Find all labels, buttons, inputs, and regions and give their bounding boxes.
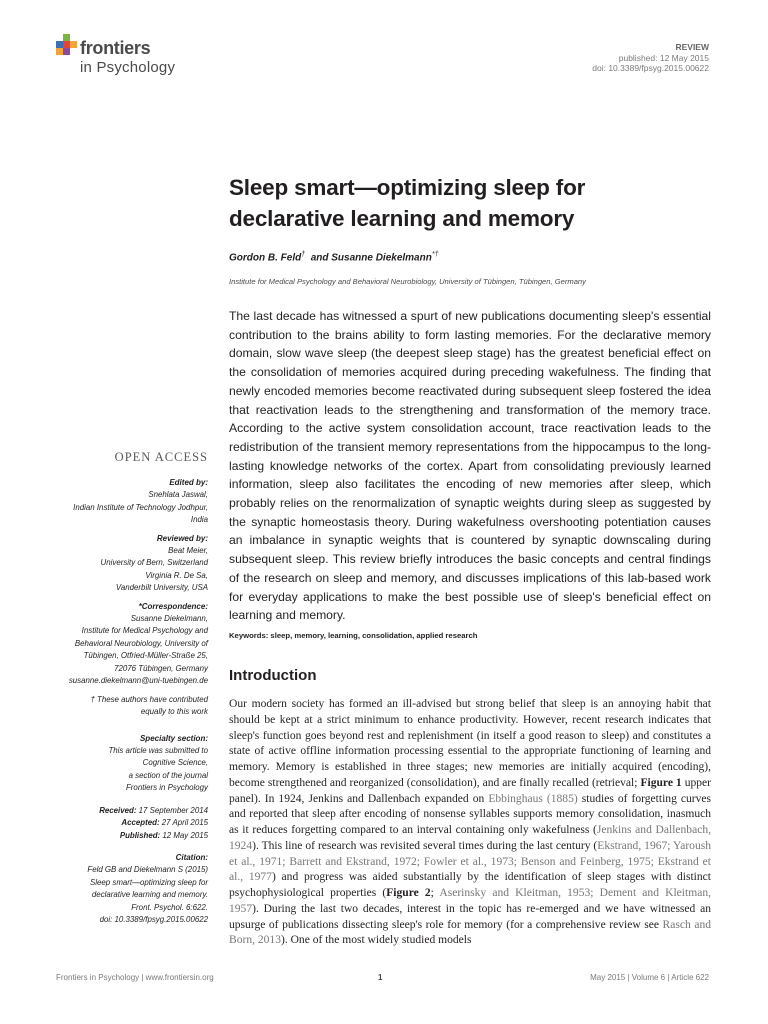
correspondence-email-link[interactable]: susanne.diekelmann@uni-tuebingen.de bbox=[68, 676, 208, 685]
body-text-segment: upper panel). In 1924, Jenkins and Dallenbach expanded on bbox=[229, 776, 711, 805]
body-text-segment: ). One of the most widely studied models bbox=[280, 934, 472, 947]
citation-link[interactable]: Aserinsky and Kleitman, 1953; Dement and Kleitman, 1957 bbox=[229, 887, 711, 915]
figure-reference-link[interactable]: Figure 2 bbox=[386, 887, 431, 899]
citation-doi-link[interactable]: doi: 10.3389/fpsyg.2015.00622 bbox=[99, 915, 208, 924]
correspondence-line: Institute for Medical Psychology and bbox=[81, 626, 208, 635]
citation-line: declarative learning and memory. bbox=[91, 890, 208, 899]
citation-line: Sleep smart—optimizing sleep for bbox=[90, 877, 208, 887]
specialty-line: Cognitive Science, bbox=[142, 758, 208, 767]
editor-line: India bbox=[190, 515, 208, 524]
article-meta-header bbox=[449, 42, 709, 74]
contribution-note-line: † These authors have contributed bbox=[90, 694, 208, 704]
body-text-segment: ) and progress was aided substantially by the identification of sleep stages with distinct psychophysiological properties ( bbox=[229, 871, 711, 899]
correspondence-line: Susanne Diekelmann, bbox=[130, 613, 208, 623]
body-text-segment: studies of forgetting curves and reported that sleep after encoding of nonsense syllables supports memory consolidation, inasmuch as it reduces forgetting compared to an interval containing only wakefulness ( bbox=[229, 792, 712, 836]
reviewer-line: University of Bern, Switzerland bbox=[100, 558, 208, 567]
reviewed-by-label: Reviewed by: bbox=[156, 533, 208, 543]
sidebar-info bbox=[40, 477, 208, 927]
frontiers-logo-icon bbox=[56, 34, 78, 62]
citation-line: Feld GB and Diekelmann S (2015) bbox=[87, 865, 208, 874]
editor-line: Indian Institute of Technology Jodhpur, bbox=[73, 502, 208, 512]
body-text-segment: ). During the last two decades, interest in the topic has re-emerged and we have witnessed an upsurge of publications dissecting sleep's role for memory (for a comprehensive review see bbox=[229, 902, 711, 931]
title-line: Sleep smart—optimizing sleep for bbox=[229, 175, 586, 200]
accepted-value: 27 April 2015 bbox=[161, 818, 208, 827]
accepted-label: Accepted: bbox=[121, 818, 160, 827]
figure-reference-link[interactable]: Figure 1 bbox=[640, 776, 682, 789]
logo-word-frontiers: frontiers bbox=[80, 38, 151, 58]
title-line: declarative learning and memory bbox=[229, 206, 575, 231]
editor-line: Snehlata Jaswal, bbox=[148, 490, 208, 499]
edited-by-label: Edited by: bbox=[169, 478, 208, 487]
contribution-note-line: equally to this work bbox=[140, 707, 208, 716]
body-text-segment: Our modern society has formed an ill-advised but strong belief that sleep is an annoying habit that should be kept at a strict minimum to enhance productivity. However, recent research indicates that sleep's function goes beyond rest and replenishment (in itself a good reason to sleep) and constitutes a state of active offline information processing essential to the appropriate functioning of learning and memory. Memory is established in three stages; new memories are initially acquired (encoding), become strengthened and reorganized (consolidation), and are finally recalled (retrieval; bbox=[229, 698, 711, 789]
page-number: 1 bbox=[378, 973, 383, 982]
citation-link[interactable]: Rasch and Born, 2013 bbox=[229, 918, 711, 947]
footer-journal-link[interactable]: Frontiers in Psychology | www.frontiersin.org bbox=[56, 973, 214, 982]
reviewer-line: Virginia R. De Sa, bbox=[145, 570, 208, 580]
published-date: published: 12 May 2015 bbox=[618, 52, 709, 63]
published-label: Published: bbox=[119, 830, 161, 840]
received-label: Received: bbox=[99, 805, 137, 815]
received-date bbox=[40, 805, 208, 818]
article-title bbox=[229, 172, 709, 234]
citation-link[interactable]: Ekstrand, 1967; Yaroush et al., 1971; Barrett and Ekstrand, 1972; Fowler et al., 1973; Benson and Feinberg, 1975; Ekstrand et al., 1977 bbox=[229, 839, 711, 884]
correspondence-label: *Correspondence: bbox=[138, 601, 208, 611]
footer-issue-info: May 2015 | Volume 6 | Article 622 bbox=[590, 973, 709, 982]
author-mark: *† bbox=[431, 251, 439, 258]
specialty-line: a section of the journal bbox=[128, 770, 208, 780]
keywords: Keywords: sleep, memory, learning, consolidation, applied research bbox=[229, 631, 478, 640]
introduction-body bbox=[229, 697, 711, 949]
affiliation: Institute for Medical Psychology and Behavioral Neurobiology, University of Tübingen, Tübingen, Germany bbox=[229, 277, 586, 286]
author-name[interactable]: and Susanne Diekelmann bbox=[310, 252, 432, 264]
journal-logo bbox=[56, 32, 206, 82]
section-heading-introduction: Introduction bbox=[229, 667, 317, 684]
abstract: The last decade has witnessed a spurt of new publications documenting sleep's essential contribution to the brains ability to form lasting memories. For the declarative memory domain, slow wave sleep (the deepest sleep stage) has the greatest beneficial effect on the consolidation of memories acquired during preceding wakefulness. The finding that newly encoded memories become reactivated during subsequent sleep fostered the idea that reactivation leads to the strengthening and transformation of the memory trace. According to the active system consolidation account, trace reactivation leads to the redistribution of the transient memory representations from the hippocampus to the long-lasting knowledge networks of the cortex. Apart from consolidating previously learned information, sleep also facilitates the encoding of new memories after sleep, which probably relies on the renormalization of synaptic weights during sleep as suggested by the synaptic homeostasis theory. During wakefulness overshooting potentiation causes an imbalance in synaptic weights that is countered by synaptic downscaling during subsequent sleep. This review briefly introduces the basic concepts and central findings of the research on sleep and memory, and discusses implications of this lab-based work for everyday applications to make the best possible use of sleep's beneficial effect on learning and memory. bbox=[229, 309, 711, 623]
accepted-date bbox=[40, 817, 208, 830]
author-name[interactable]: Gordon B. Feld bbox=[229, 252, 302, 264]
author-list bbox=[229, 251, 709, 263]
citation-link[interactable]: Ebbinghaus (1885) bbox=[488, 792, 578, 805]
citation-label: Citation: bbox=[175, 853, 208, 862]
open-access-label: OPEN ACCESS bbox=[114, 450, 208, 464]
specialty-section-label: Specialty section: bbox=[139, 733, 208, 743]
published-value: 12 May 2015 bbox=[162, 830, 208, 840]
reviewer-line: Beat Meier, bbox=[168, 545, 208, 555]
specialty-line: Frontiers in Psychology bbox=[125, 783, 208, 792]
citation-link[interactable]: Jenkins and Dallenbach, 1924 bbox=[229, 824, 711, 852]
specialty-line: This article was submitted to bbox=[108, 745, 208, 755]
author-mark: † bbox=[301, 251, 306, 258]
correspondence-line: 72076 Tübingen, Germany bbox=[114, 663, 208, 673]
received-value: 17 September 2014 bbox=[138, 805, 208, 815]
body-text-segment: ). This line of research was revisited several times during the last century ( bbox=[252, 839, 598, 852]
reviewer-line: Vanderbilt University, USA bbox=[115, 583, 208, 592]
citation-line: Front. Psychol. 6:622. bbox=[131, 902, 208, 912]
published-date-sidebar bbox=[40, 830, 208, 843]
article-type: REVIEW bbox=[675, 42, 709, 52]
article-doi: doi: 10.3389/fpsyg.2015.00622 bbox=[592, 63, 709, 73]
correspondence-line: Behavioral Neurobiology, University of bbox=[74, 638, 208, 648]
logo-word-journal: in Psychology bbox=[80, 59, 176, 76]
body-text-segment: ; bbox=[430, 887, 440, 899]
correspondence-line: Tübingen, Otfried-Müller-Straße 25, bbox=[83, 651, 208, 660]
